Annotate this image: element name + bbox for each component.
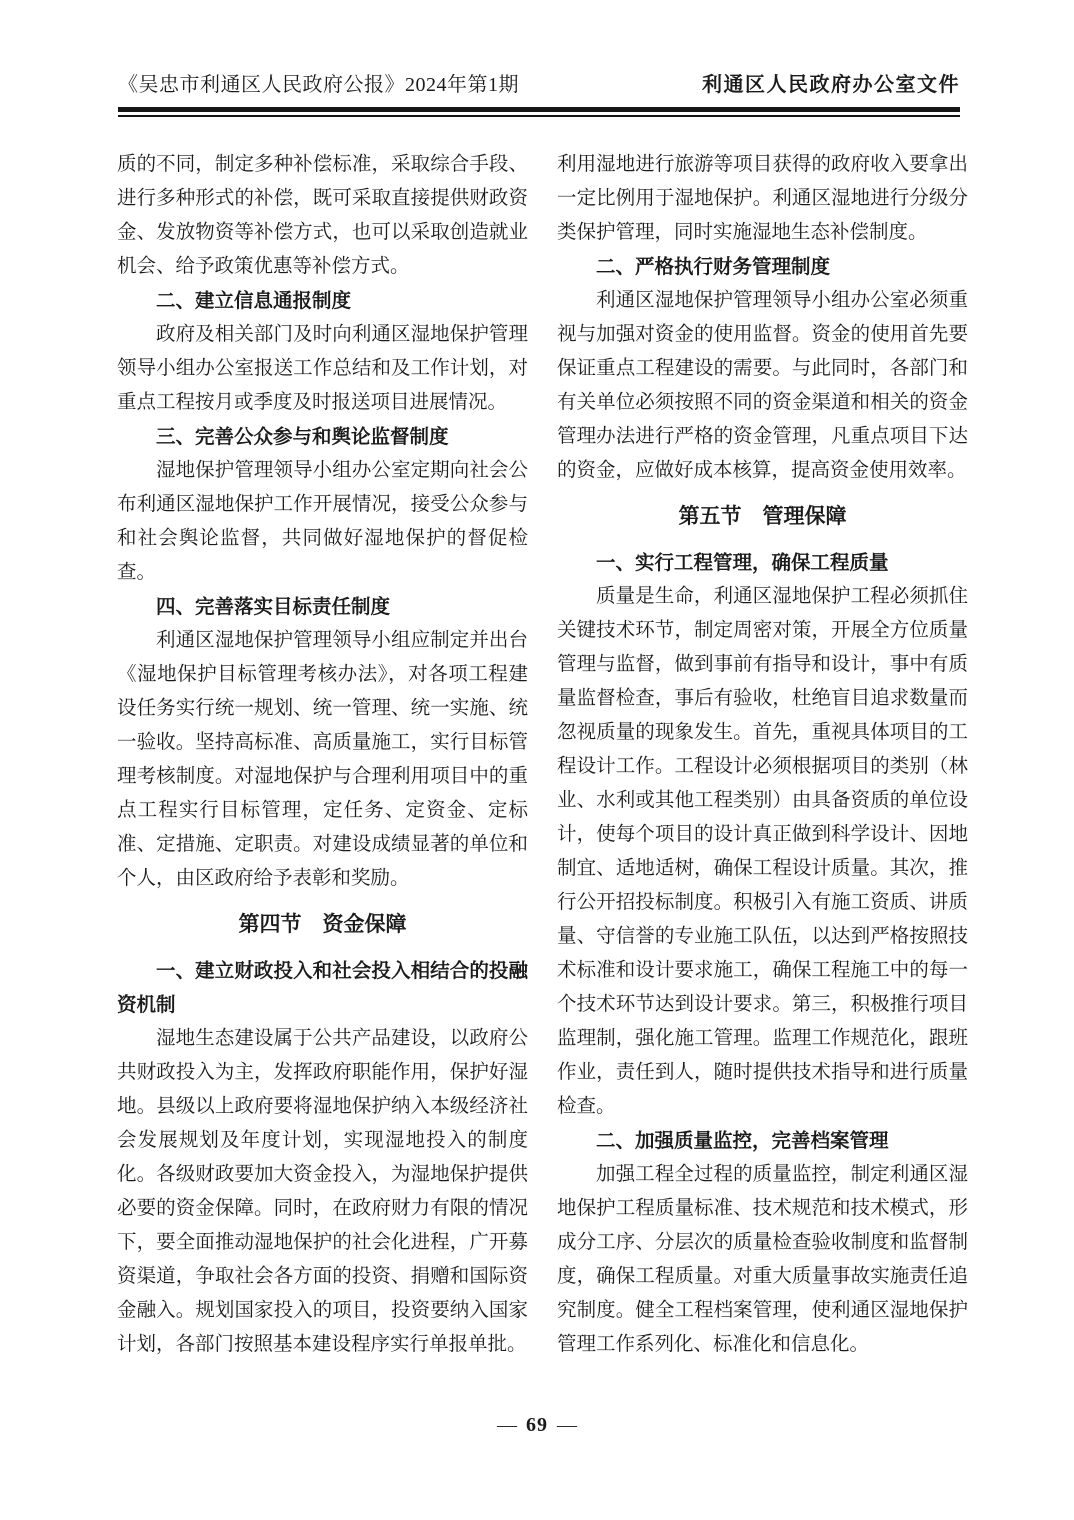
subsection-heading: 二、建立信息通报制度 [156,290,352,312]
left-column [117,148,528,1362]
body-paragraph-continued: 质的不同，制定多种补偿标准，采取综合手段、进行多种形式的补偿，既可采取直接提供财政资金、发放物资等补偿方式，也可以采取创造就业机会、给予政策优惠等补偿方式。 [117,154,528,277]
body-paragraph: 政府及相关部门及时向利通区湿地保护管理领导小组办公室报送工作总结和及工作计划，对重点工程按月或季度及时报送项目进展情况。 [117,324,528,413]
body-paragraph: 质量是生命，利通区湿地保护工程必须抓住关键技术环节，制定周密对策，开展全方位质量管理与监督，做到事前有指导和设计，事中有质量监督检查，事后有验收，杜绝盲目追求数量而忽视质量的现象发生。首先，重视具体项目的工程设计工作。工程设计必须根据项目的类别（林业、水利或其他工程类别）由具备资质的单位设计，使每个项目的设计真正做到科学设计、因地制宜、适地适树，确保工程设计质量。其次，推行公开招投标制度。积极引入有施工资质、讲质量、守信誉的专业施工队伍，以达到严格按照技术标准和设计要求施工，确保工程施工中的每一个技术环节达到设计要求。第三，积极推行项目监理制，强化施工管理。监理工作规范化，跟班作业，责任到人，随时提供技术指导和进行质量检查。 [557,586,968,1117]
subsection-heading: 一、建立财政投入和社会投入相结合的投融资机制 [117,960,528,1016]
subsection-heading: 三、完善公众参与和舆论监督制度 [156,426,449,448]
header-divider-rule [118,107,960,117]
body-paragraph-continued: 利用湿地进行旅游等项目获得的政府收入要拿出一定比例用于湿地保护。利通区湿地进行分级分类保护管理，同时实施湿地生态补偿制度。 [557,154,968,243]
subsection-heading: 二、严格执行财务管理制度 [596,256,831,278]
section-title: 第五节 管理保障 [678,505,847,528]
body-columns [117,148,968,1362]
subsection-heading: 二、加强质量监控，完善档案管理 [596,1130,889,1152]
body-paragraph: 利通区湿地保护管理领导小组办公室必须重视与加强对资金的使用监督。资金的使用首先要保证重点工程建设的需要。与此同时，各部门和有关单位必须按照不同的资金渠道和相关的资金管理办法进行严格的资金管理，凡重点项目下达的资金，应做好成本核算，提高资金使用效率。 [557,290,968,481]
subsection-heading: 四、完善落实目标责任制度 [156,596,391,618]
footer-dash-left: — [497,1414,517,1436]
page-header [118,68,960,97]
page-footer [0,1414,1074,1437]
gazette-title: 《吴忠市利通区人民政府公报》2024年第1期 [118,74,519,96]
subsection-heading: 一、实行工程管理，确保工程质量 [596,552,889,574]
body-paragraph: 湿地生态建设属于公共产品建设，以政府公共财政投入为主，发挥政府职能作用，保护好湿地。县级以上政府要将湿地保护纳入本级经济社会发展规划及年度计划，实现湿地投入的制度化。各级财政要加大资金投入，为湿地保护提供必要的资金保障。同时，在政府财力有限的情况下，要全面推动湿地保护的社会化进程，广开募资渠道，争取社会各方面的投资、捐赠和国际资金融入。规划国家投入的项目，投资要纳入国家计划，各部门按照基本建设程序实行单报单批。 [117,1028,528,1355]
page-number: 69 [526,1414,548,1436]
footer-dash-right: — [557,1414,577,1436]
body-paragraph: 湿地保护管理领导小组办公室定期向社会公布利通区湿地保护工作开展情况，接受公众参与和社会舆论监督，共同做好湿地保护的督促检查。 [117,460,528,583]
office-document-label: 利通区人民政府办公室文件 [702,74,960,96]
right-column [557,148,968,1362]
body-paragraph: 利通区湿地保护管理领导小组应制定并出台《湿地保护目标管理考核办法》，对各项工程建设任务实行统一规划、统一管理、统一实施、统一验收。坚持高标准、高质量施工，实行目标管理考核制度。对湿地保护与合理利用项目中的重点工程实行目标管理，定任务、定资金、定标准、定措施、定职责。对建设成绩显著的单位和个人，由区政府给予表彰和奖励。 [117,630,528,889]
section-title: 第四节 资金保障 [238,913,407,936]
body-paragraph: 加强工程全过程的质量监控，制定利通区湿地保护工程质量标准、技术规范和技术模式，形成分工序、分层次的质量检查验收制度和监督制度，确保工程质量。对重大质量事故实施责任追究制度。健全工程档案管理，使利通区湿地保护管理工作系列化、标准化和信息化。 [557,1164,968,1355]
